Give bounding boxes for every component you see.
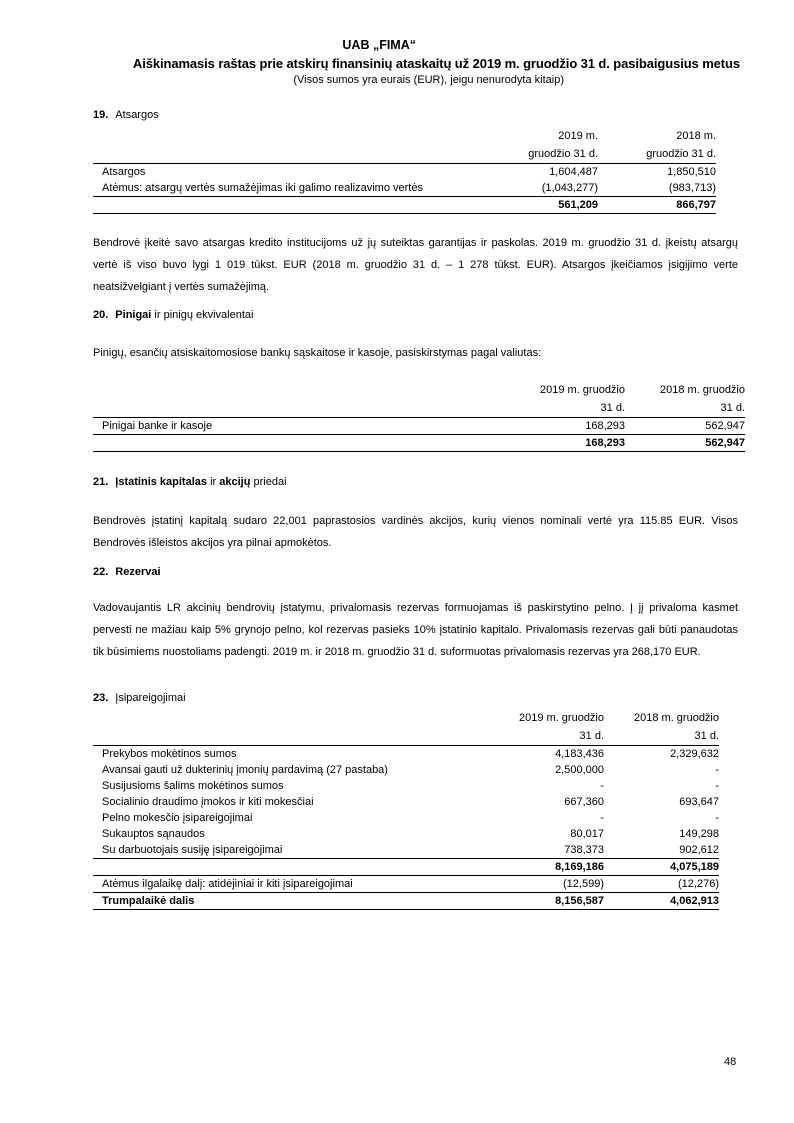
section-title-rest: ir pinigų ekvivalentai [151, 309, 254, 321]
subtotal-2018: 4,075,189 [604, 859, 719, 876]
section-title-bold: Įstatinis kapitalas [115, 476, 208, 488]
value-2019: 2,500,000 [555, 764, 604, 776]
liabilities-table [93, 709, 719, 910]
column-header-2019: 2019 m. [558, 130, 598, 142]
company-name: UAB „FIMA“ [342, 38, 416, 52]
section-22-heading [93, 566, 161, 578]
section-20-intro: Pinigų, esančių atsiskaitomosiose bankų sąskaitose ir kasoje, pasiskirstymas pagal valiutas: [93, 347, 542, 359]
section-19-heading [93, 109, 159, 121]
value-2019: 4,183,436 [493, 746, 604, 763]
row-label: Socialinio draudimo įmokos ir kiti mokesčiai [102, 796, 314, 808]
value-2018: 2,329,632 [604, 746, 719, 763]
section-21-heading [93, 476, 287, 488]
value-2019: 1,604,487 [488, 164, 598, 181]
column-header-2018-date: 31 d. [694, 730, 719, 742]
value-2019: 738,373 [564, 844, 604, 856]
total-2019: 8,156,587 [493, 893, 604, 910]
total-2019: 168,293 [513, 435, 625, 452]
row-label: Su darbuotojais susiję įsipareigojimai [102, 844, 283, 856]
table-row [93, 762, 719, 778]
value-2018: 1,850,510 [598, 164, 716, 181]
document-subtitle: (Visos sumos yra eurais (EUR), jeigu nenurodyta kitaip) [293, 74, 564, 86]
table-row [93, 794, 719, 810]
row-label: Atėmus ilgalaikę dalį: atidėjiniai ir kiti įsipareigojimai [93, 876, 493, 893]
column-header-2019-date: 31 d. [600, 402, 625, 414]
row-label: Susijusioms šalims mokėtinos sumos [102, 780, 284, 792]
section-title: Įsipareigojimai [115, 692, 186, 704]
subtotal-2019: 8,169,186 [493, 859, 604, 876]
table-row [93, 164, 716, 181]
column-header-2019: 2019 m. gruodžio [540, 384, 625, 396]
section-19-paragraph: Bendrovė įkeitė savo atsargas kredito institucijoms už jų suteiktas garantijas ir paskolas. 2019 m. gruodžio 31 d. įkeistų atsargų vertė iš viso buvo lygi 1 019 tūkst. EUR (2018 m. gruodžio 31 d. – 1 278 tūkst. EUR). Atsargos įkeičiamos įsigijimo verte neatsižvelgiant į vertės sumažėjimą. [93, 237, 738, 293]
column-header-2018: 2018 m. gruodžio [660, 384, 745, 396]
value-2018: - [715, 812, 719, 824]
table-row [93, 180, 716, 197]
table-header-row [93, 127, 716, 145]
value-2019: (1,043,277) [541, 182, 598, 194]
value-2018: - [715, 764, 719, 776]
table-row [93, 810, 719, 826]
document-title: Aiškinamasis raštas prie atskirų finansinių ataskaitų už 2019 m. gruodžio 31 d. pasibaigusius metus [132, 56, 740, 71]
value-2018: - [715, 780, 719, 792]
row-label: Atsargos [93, 164, 488, 181]
row-label: Atėmus: atsargų vertės sumažėjimas iki galimo realizavimo vertės [102, 182, 423, 194]
section-number: 20. [93, 309, 109, 321]
row-label [93, 197, 488, 214]
total-2018: 866,797 [598, 197, 716, 214]
cash-table [93, 381, 745, 452]
row-label: Sukauptos sąnaudos [102, 828, 205, 840]
section-number: 23. [93, 692, 109, 704]
table-row [93, 778, 719, 794]
table-total-row [93, 893, 719, 910]
section-title-mid: ir [207, 476, 220, 488]
table-row [93, 876, 719, 893]
section-title: Rezervai [115, 566, 161, 578]
table-header-row [93, 145, 716, 164]
section-21-paragraph: Bendrovės įstatinį kapitalą sudaro 22,001 paprastosios vardinės akcijos, kurių vienos nominali vertė yra 115.85 EUR. Visos Bendrovės išleistos akcijos yra pilnai apmokėtos. [93, 515, 738, 549]
value-2018: 149,298 [679, 828, 719, 840]
total-2018: 4,062,913 [604, 893, 719, 910]
table-header-row [93, 399, 745, 418]
total-2019: 561,209 [488, 197, 598, 214]
row-label: Prekybos mokėtinos sumos [93, 746, 493, 763]
value-2018: 562,947 [625, 418, 745, 435]
value-2018: 902,612 [679, 844, 719, 856]
section-number: 21. [93, 476, 109, 488]
row-label [93, 435, 513, 452]
section-number: 19. [93, 109, 109, 121]
value-2018: 693,647 [679, 796, 719, 808]
row-label: Avansai gauti už dukterinių įmonių pardavimą (27 pastaba) [102, 764, 388, 776]
section-title-bold2: akcijų [219, 476, 251, 488]
column-header-2019-date: 31 d. [579, 730, 604, 742]
table-row [93, 746, 719, 763]
table-row [93, 418, 745, 435]
value-2018: (12,276) [604, 876, 719, 893]
table-header-row [93, 727, 719, 746]
section-title-rest: priedai [250, 476, 287, 488]
value-2019: 80,017 [570, 828, 604, 840]
table-row [93, 826, 719, 842]
table-total-row [93, 435, 745, 452]
row-label [93, 859, 493, 876]
column-header-2019: 2019 m. gruodžio [519, 712, 604, 724]
row-label: Trumpalaikė dalis [93, 893, 493, 910]
column-header-2019-date: gruodžio 31 d. [528, 148, 598, 160]
table-total-row [93, 197, 716, 214]
column-header-2018: 2018 m. gruodžio [634, 712, 719, 724]
table-subtotal-row [93, 859, 719, 876]
value-2019: (12,599) [493, 876, 604, 893]
section-title: Atsargos [115, 109, 159, 121]
section-22-paragraph: Vadovaujantis LR akcinių bendrovių įstatymu, privalomasis rezervas formuojamas iš paskirstytino pelno. Į jį privaloma kasmet pervesti ne mažiau kaip 5% grynojo pelno, kol rezervas pasieks 10% įstatinio kapitalo. Privalomasis rezervas gali būti panaudotas tik būsimiems nuostoliams padengti. 2019 m. ir 2018 m. gruodžio 31 d. suformuotas privalomasis rezervas yra 268,170 EUR. [93, 602, 738, 658]
table-row [93, 842, 719, 859]
inventory-table [93, 127, 716, 214]
total-2018: 562,947 [625, 435, 745, 452]
column-header-2018-date: 31 d. [720, 402, 745, 414]
value-2019: 168,293 [513, 418, 625, 435]
section-title-bold: Pinigai [115, 309, 152, 321]
column-header-2018-date: gruodžio 31 d. [646, 148, 716, 160]
section-number: 22. [93, 566, 109, 578]
table-header-row [93, 709, 719, 727]
value-2019: - [600, 812, 604, 824]
section-20-heading [93, 309, 253, 321]
value-2018: (983,713) [668, 182, 716, 194]
value-2019: - [600, 780, 604, 792]
value-2019: 667,360 [564, 796, 604, 808]
page-number: 48 [724, 1056, 737, 1068]
column-header-2018: 2018 m. [676, 130, 716, 142]
section-23-heading [93, 692, 186, 704]
row-label: Pinigai banke ir kasoje [93, 418, 513, 435]
row-label: Pelno mokesčio įsipareigojimai [102, 812, 253, 824]
table-header-row [93, 381, 745, 399]
